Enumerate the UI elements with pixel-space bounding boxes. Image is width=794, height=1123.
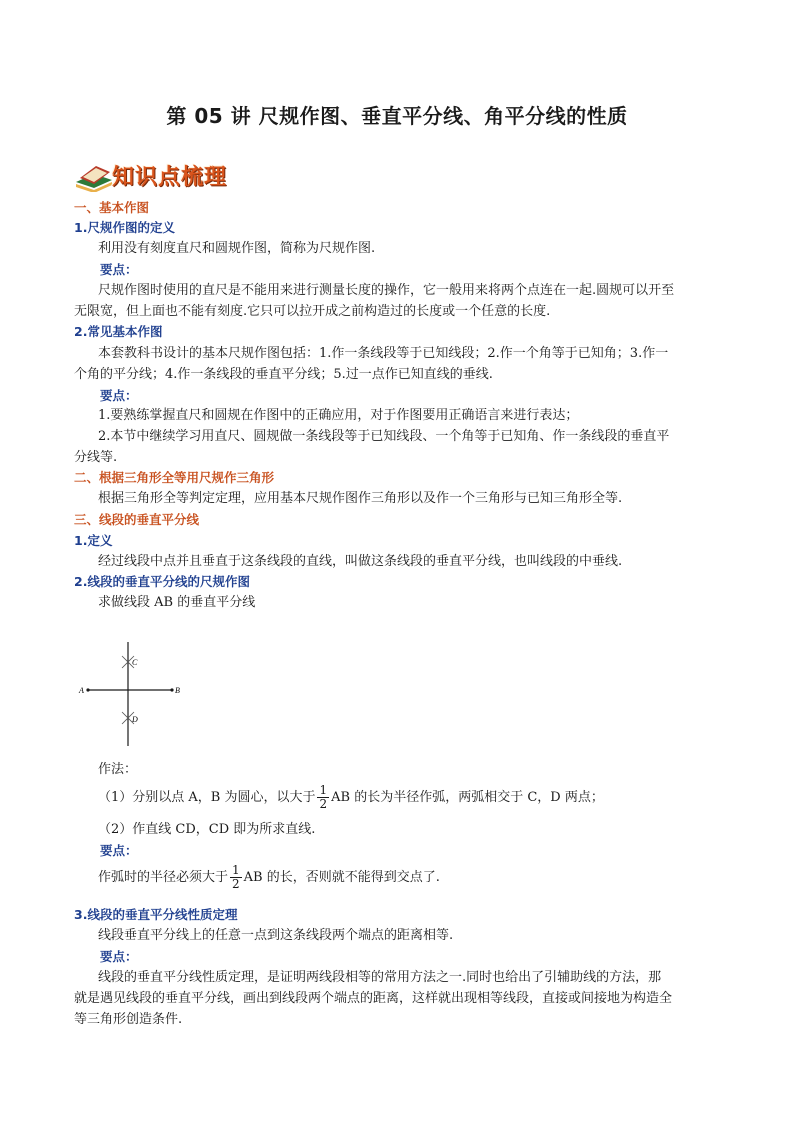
paragraph: 线段的垂直平分线性质定理，是证明两线段相等的常用方法之一.同时也给出了引辅助线的方法，那: [98, 970, 662, 985]
book-icon: [74, 160, 114, 192]
label-a: A: [79, 686, 84, 695]
paragraph: 等三角形创造条件.: [74, 1012, 183, 1027]
page-title: 第 05 讲 尺规作图、垂直平分线、角平分线的性质: [166, 104, 628, 128]
subheading: 1.尺规作图的定义: [74, 220, 175, 235]
key-points-label: 要点：: [100, 388, 138, 403]
fraction-one-half: $\frac{1}{2}$: [319, 783, 328, 811]
key-points-label: 要点：: [100, 949, 138, 964]
key-points-label: 要点：: [100, 262, 138, 277]
paragraph: 个角的平分线；4.作一条线段的垂直平分线；5.过一点作已知直线的垂线.: [74, 367, 493, 382]
section-banner: [74, 158, 254, 194]
paragraph: 利用没有刻度直尺和圆规作图，简称为尺规作图.: [98, 241, 376, 256]
label-d: D: [132, 715, 138, 724]
label-b: B: [175, 686, 180, 695]
paragraph: 2.本节中继续学习用直尺、圆规做一条线段等于已知线段、一个角等于已知角、作一条线段的垂直平: [98, 429, 670, 444]
point-a: [86, 688, 89, 691]
key-points-label: 要点：: [100, 843, 138, 858]
paragraph: 分线等.: [74, 450, 118, 465]
label-c: C: [132, 658, 138, 667]
construction-step-2: （2）作直线 CD，CD 即为所求直线.: [98, 822, 316, 837]
subheading: 2.常见基本作图: [74, 324, 163, 339]
banner-title: 知识点梳理: [112, 165, 228, 190]
paragraph: 尺规作图时使用的直尺是不能用来进行测量长度的操作，它一般用来将两个点连在一起.圆规可以开至: [98, 283, 675, 298]
method-label: 作法：: [98, 762, 138, 777]
section-heading: 三、线段的垂直平分线: [74, 512, 200, 527]
perpendicular-bisector-figure: [76, 640, 186, 750]
note-line: 作弧时的半径必须大于 $\frac{1}{2}$ AB 的长，否则就不能得到交点了.: [98, 863, 440, 891]
section-heading: 一、基本作图: [74, 200, 150, 215]
paragraph: 就是遇见线段的垂直平分线，画出到线段两个端点的距离，这样就出现相等线段，直接或间接地为构造全: [74, 991, 673, 1006]
fraction-one-half: $\frac{1}{2}$: [232, 863, 240, 891]
paragraph: 1.要熟练掌握直尺和圆规在作图中的正确应用，对于作图要用正确语言来进行表达；: [98, 408, 579, 423]
paragraph: 经过线段中点并且垂直于这条线段的直线，叫做这条线段的垂直平分线，也叫线段的中垂线.: [98, 554, 623, 569]
paragraph: 线段垂直平分线上的任意一点到这条线段两个端点的距离相等.: [98, 928, 454, 943]
subheading: 2.线段的垂直平分线的尺规作图: [74, 574, 250, 589]
paragraph: 本套教科书设计的基本尺规作图包括：1.作一条线段等于已知线段；2.作一个角等于已知角；3.作一: [98, 346, 669, 361]
paragraph: 求做线段 AB 的垂直平分线: [98, 595, 256, 610]
section-heading: 二、根据三角形全等用尺规作三角形: [74, 470, 275, 485]
paragraph: 根据三角形全等判定定理，应用基本尺规作图作三角形以及作一个三角形与已知三角形全等.: [98, 491, 623, 506]
point-b: [170, 688, 173, 691]
construction-step-1: （1）分别以点 A，B 为圆心，以大于 $\frac{1}{2}$ AB 的长为半径作弧，两弧相交于 C，D 两点；: [98, 783, 604, 811]
subheading: 3.线段的垂直平分线性质定理: [74, 907, 238, 922]
paragraph: 无限宽，但上面也不能有刻度.它只可以拉开成之前构造过的长度或一个任意的长度.: [74, 304, 551, 319]
subheading: 1.定义: [74, 533, 113, 548]
